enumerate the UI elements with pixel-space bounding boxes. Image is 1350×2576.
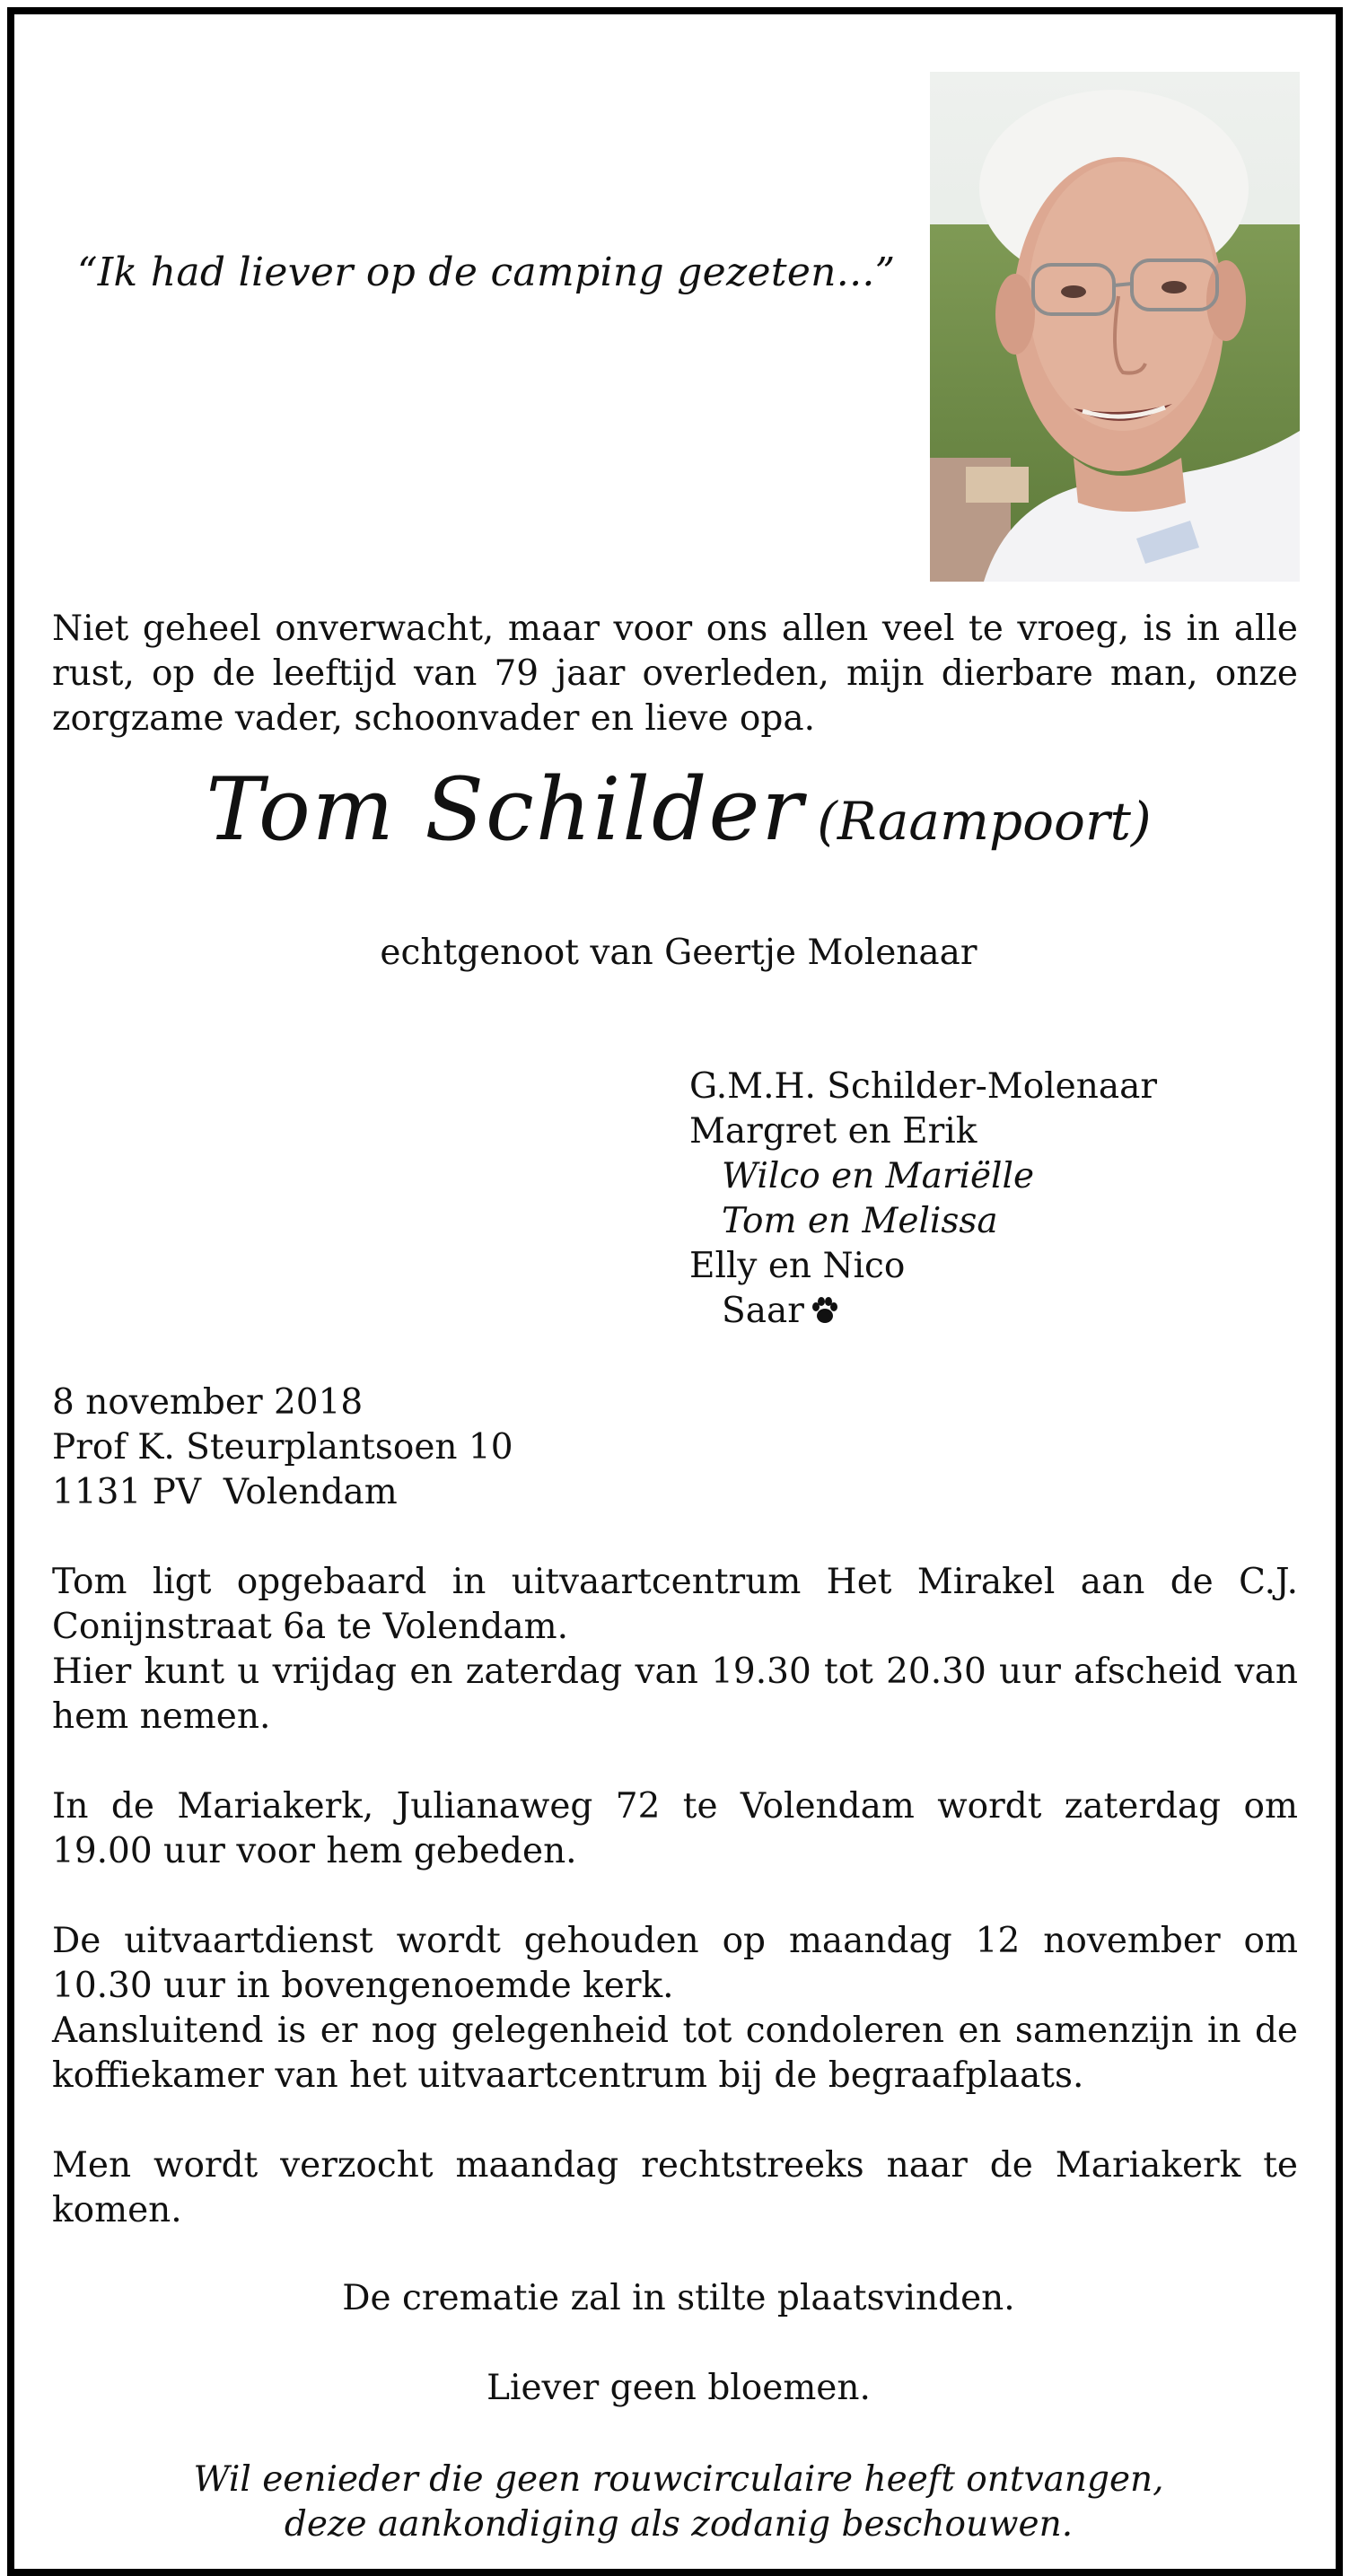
family-member: Elly en Nico: [689, 1246, 906, 1286]
family-member-pet: [689, 1289, 1157, 1337]
condolences-text: Aansluitend is er nog gelegenheid tot condoleren en samenzijn in de koffiekamer van het uitvaartcentrum bij de begraafplaats.: [52, 2011, 1298, 2096]
family-member: Wilco en Mariëlle: [722, 1156, 1035, 1196]
family-member: Margret en Erik: [689, 1111, 977, 1152]
service-text: De uitvaartdienst wordt gehouden op maandag 12 november om 10.30 uur in bovengenoemde kerk.: [52, 1921, 1298, 2006]
request-paragraph: Men wordt verzocht maandag rechtstreeks naar de Mariakerk te komen.: [52, 2145, 1298, 2230]
closing-note: [50, 2458, 1307, 2547]
lying-in-state-text: Tom ligt opgebaard in uitvaartcentrum Het Mirakel aan de C.J. Conijnstraat 6a te Volendam.: [52, 1562, 1298, 1647]
deceased-name: Tom Schilder: [206, 759, 805, 860]
street: Prof K. Steurplantsoen 10: [52, 1427, 513, 1468]
family-list: [689, 1065, 1157, 1337]
deceased-nickname: (Raampoort): [817, 791, 1152, 852]
lying-in-state-paragraph: [52, 1560, 1298, 1739]
address-block: [52, 1380, 513, 1515]
family-member: Tom en Melissa: [722, 1201, 998, 1241]
service-paragraph: [52, 1919, 1298, 2098]
cremation-note: De crematie zal in stilte plaatsvinden.: [342, 2278, 1015, 2318]
visiting-text: Hier kunt u vrijdag en zaterdag van 19.30 tot 20.30 uur afscheid van hem nemen.: [52, 1652, 1298, 1737]
closing-line: Wil eenieder die geen rouwcirculaire heeft ontvangen,: [193, 2459, 1164, 2500]
pet-name: Saar: [722, 1291, 804, 1331]
portrait-photo: [930, 72, 1300, 582]
obituary-card: [7, 7, 1343, 2576]
deceased-name-heading: [50, 759, 1307, 894]
family-member: G.M.H. Schilder-Molenaar: [689, 1066, 1158, 1107]
city: 1131 PV Volendam: [52, 1472, 398, 1512]
flowers-note: Liever geen bloemen.: [487, 2368, 871, 2408]
closing-line: deze aankondiging als zodanig beschouwen.: [284, 2504, 1074, 2545]
quote: “Ik had liever op de camping gezeten...”: [77, 250, 896, 295]
intro-paragraph: Niet geheel onverwacht, maar voor ons allen veel te vroeg, is in alle rust, op de leeftijd van 79 jaar overleden, mijn dierbare man, onze zorgzame vader, schoonvader en lieve opa.: [52, 609, 1298, 739]
prayer-paragraph: In de Mariakerk, Julianaweg 72 te Volendam wordt zaterdag om 19.00 uur voor hem gebeden.: [52, 1786, 1298, 1871]
spouse-line: echtgenoot van Geertje Molenaar: [380, 933, 977, 973]
date: 8 november 2018: [52, 1382, 364, 1423]
paw-icon: [810, 1292, 840, 1337]
